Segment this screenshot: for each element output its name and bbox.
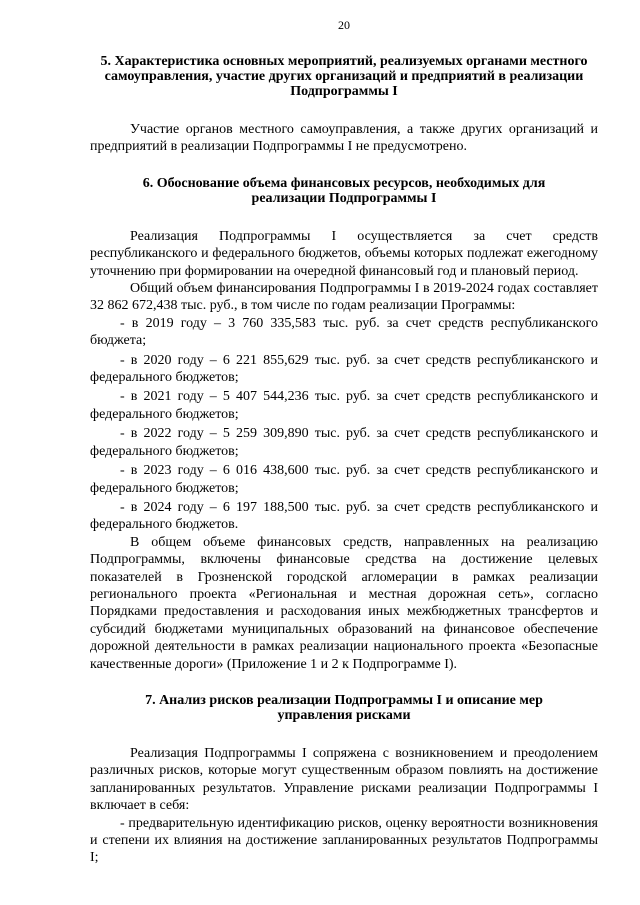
risk-item-identification: - предварительную идентификацию рисков, оценку вероятности возникновения и степени их влияния на достижение запланированных результатов Подпрограммы I; [90,815,598,866]
section-7-heading: 7. Анализ рисков реализации Подпрограммы I и описание мер управления рисками [145,692,543,723]
funding-item-2022: - в 2022 году – 5 259 309,890 тыс. руб. за счет средств республиканского и федерального бюджетов; [90,426,598,459]
funding-item-2021: - в 2021 году – 5 407 544,236 тыс. руб. за счет средств республиканского и федерального бюджетов; [90,389,598,422]
section-6-closing: В общем объеме финансовых средств, направленных на реализацию Подпрограммы, включены финансовые средства на достижение целевых показателей в Грозненской городской агломерации в рамках реализации регионального проекта «Региональная и местная дорожная сеть», согласно Порядками предоставления и расходования иных межбюджетных трансфертов и субсидий бюджетами муниципальных образований на финансовое обеспечение дорожной деятельности в рамках реализации национального проекта «Безопасные качественные дороги» (Приложение 1 и 2 к Подпрограмме I). [90,534,598,672]
funding-item-2024: - в 2024 году – 6 197 188,500 тыс. руб. за счет средств республиканского и федерального бюджетов. [90,499,598,533]
section-6-intro: Реализация Подпрограммы I осуществляется за счет средств республиканского и федерального бюджетов, объемы которых подлежат ежегодному уточнению при формировании на очередной финансовый год и плановый период. [90,228,598,279]
funding-item-2023: - в 2023 году – 6 016 438,600 тыс. руб. за счет средств республиканского и федерального бюджетов; [90,463,598,496]
section-7-intro: Реализация Подпрограммы I сопряжена с возникновением и преодолением различных рисков, которые могут существенным образом повлиять на достижение запланированных результатов. Управление рисками реализации Подпрограммы I включает в себя: [90,745,598,814]
funding-item-2020: - в 2020 году – 6 221 855,629 тыс. руб. за счет средств республиканского и федерального бюджетов; [90,352,598,386]
section-5 [90,54,598,156]
document-page [90,18,598,867]
page-number: 20 [338,18,350,32]
section-6 [90,176,598,673]
section-6-heading: 6. Обоснование объема финансовых ресурсов, необходимых для реализации Подпрограммы I [142,175,546,206]
section-6-total: Общий объем финансирования Подпрограммы I в 2019-2024 годах составляет 32 862 672,438 тыс. руб., в том числе по годам реализации Программы: [90,281,598,314]
section-5-heading: 5. Характеристика основных мероприятий, реализуемых органами местного самоуправления, участие других организаций и предприятий в реализации Подпрограммы I [100,54,588,99]
section-5-paragraph: Участие органов местного самоуправления, а также других организаций и предприятий в реализации Подпрограммы I не предусмотрено. [90,122,598,155]
funding-item-2019: - в 2019 году – 3 760 335,583 тыс. руб. за счет средств республиканского бюджета; [90,315,598,349]
section-7 [90,693,598,867]
